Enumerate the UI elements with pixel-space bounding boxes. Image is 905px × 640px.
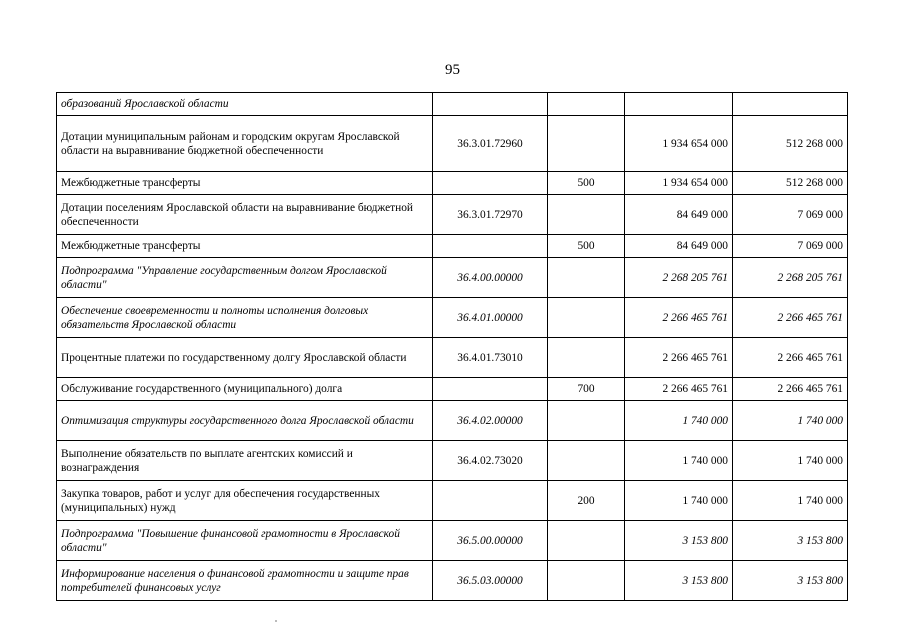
cell-name: Межбюджетные трансферты xyxy=(57,235,433,258)
cell-name: Оптимизация структуры государственного долга Ярославской области xyxy=(57,401,433,441)
cell-expense-type xyxy=(548,521,625,561)
cell-amount-year-2: 1 740 000 xyxy=(733,441,848,481)
table-row xyxy=(57,298,848,338)
cell-name: Межбюджетные трансферты xyxy=(57,172,433,195)
cell-code: 36.3.01.72960 xyxy=(433,116,548,172)
cell-code: 36.4.02.73020 xyxy=(433,441,548,481)
cell-code xyxy=(433,378,548,401)
table-row xyxy=(57,338,848,378)
cell-amount-year-1: 2 266 465 761 xyxy=(625,378,733,401)
table-row xyxy=(57,401,848,441)
cell-name: Обеспечение своевременности и полноты исполнения долговых обязательств Ярославской области xyxy=(57,298,433,338)
cell-name: Подпрограмма "Повышение финансовой грамотности в Ярославской области" xyxy=(57,521,433,561)
cell-expense-type: 500 xyxy=(548,235,625,258)
scan-speck xyxy=(275,620,277,622)
page-number: 95 xyxy=(445,62,460,78)
cell-amount-year-2 xyxy=(733,93,848,116)
cell-expense-type xyxy=(548,195,625,235)
cell-expense-type xyxy=(548,561,625,601)
table-row xyxy=(57,481,848,521)
cell-amount-year-1: 2 266 465 761 xyxy=(625,338,733,378)
cell-code xyxy=(433,235,548,258)
cell-amount-year-2: 512 268 000 xyxy=(733,172,848,195)
cell-expense-type xyxy=(548,298,625,338)
table-row xyxy=(57,378,848,401)
cell-code: 36.4.01.00000 xyxy=(433,298,548,338)
table-row xyxy=(57,195,848,235)
cell-expense-type: 700 xyxy=(548,378,625,401)
cell-code: 36.4.02.00000 xyxy=(433,401,548,441)
cell-expense-type: 500 xyxy=(548,172,625,195)
cell-expense-type xyxy=(548,116,625,172)
cell-amount-year-1: 1 934 654 000 xyxy=(625,116,733,172)
cell-code xyxy=(433,172,548,195)
cell-name: Закупка товаров, работ и услуг для обеспечения государственных (муниципальных) нужд xyxy=(57,481,433,521)
cell-name: Обслуживание государственного (муниципального) долга xyxy=(57,378,433,401)
cell-amount-year-2: 7 069 000 xyxy=(733,195,848,235)
cell-amount-year-2: 2 268 205 761 xyxy=(733,258,848,298)
table-row xyxy=(57,561,848,601)
cell-amount-year-2: 3 153 800 xyxy=(733,521,848,561)
cell-amount-year-1: 1 934 654 000 xyxy=(625,172,733,195)
cell-expense-type xyxy=(548,258,625,298)
table-row xyxy=(57,93,848,116)
cell-amount-year-1: 1 740 000 xyxy=(625,441,733,481)
cell-amount-year-2: 2 266 465 761 xyxy=(733,338,848,378)
cell-amount-year-1: 1 740 000 xyxy=(625,481,733,521)
table-row xyxy=(57,172,848,195)
cell-amount-year-2: 2 266 465 761 xyxy=(733,298,848,338)
table-row xyxy=(57,116,848,172)
table-row xyxy=(57,235,848,258)
cell-name: Дотации поселениям Ярославской области на выравнивание бюджетной обеспеченности xyxy=(57,195,433,235)
cell-code xyxy=(433,93,548,116)
table-row xyxy=(57,521,848,561)
cell-expense-type: 200 xyxy=(548,481,625,521)
table-row xyxy=(57,441,848,481)
cell-amount-year-2: 1 740 000 xyxy=(733,481,848,521)
cell-amount-year-1: 84 649 000 xyxy=(625,235,733,258)
cell-amount-year-1: 3 153 800 xyxy=(625,561,733,601)
cell-amount-year-2: 3 153 800 xyxy=(733,561,848,601)
cell-amount-year-1: 84 649 000 xyxy=(625,195,733,235)
cell-name: Информирование населения о финансовой грамотности и защите прав потребителей финансовых услуг xyxy=(57,561,433,601)
cell-amount-year-2: 2 266 465 761 xyxy=(733,378,848,401)
budget-table xyxy=(56,92,848,601)
cell-code: 36.5.03.00000 xyxy=(433,561,548,601)
cell-amount-year-1: 2 268 205 761 xyxy=(625,258,733,298)
cell-code: 36.4.00.00000 xyxy=(433,258,548,298)
table-body xyxy=(57,93,848,601)
cell-name: образований Ярославской области xyxy=(57,93,433,116)
cell-code: 36.4.01.73010 xyxy=(433,338,548,378)
cell-code xyxy=(433,481,548,521)
cell-name: Дотации муниципальным районам и городским округам Ярославской области на выравнивание бюджетной обеспеченности xyxy=(57,116,433,172)
cell-amount-year-2: 1 740 000 xyxy=(733,401,848,441)
cell-amount-year-2: 512 268 000 xyxy=(733,116,848,172)
cell-name: Процентные платежи по государственному долгу Ярославской области xyxy=(57,338,433,378)
cell-expense-type xyxy=(548,93,625,116)
cell-expense-type xyxy=(548,338,625,378)
cell-expense-type xyxy=(548,441,625,481)
cell-name: Подпрограмма "Управление государственным долгом Ярославской области" xyxy=(57,258,433,298)
cell-amount-year-1: 1 740 000 xyxy=(625,401,733,441)
table-row xyxy=(57,258,848,298)
cell-code: 36.5.00.00000 xyxy=(433,521,548,561)
cell-code: 36.3.01.72970 xyxy=(433,195,548,235)
cell-expense-type xyxy=(548,401,625,441)
cell-amount-year-1: 3 153 800 xyxy=(625,521,733,561)
cell-amount-year-1: 2 266 465 761 xyxy=(625,298,733,338)
cell-name: Выполнение обязательств по выплате агентских комиссий и вознаграждения xyxy=(57,441,433,481)
cell-amount-year-2: 7 069 000 xyxy=(733,235,848,258)
cell-amount-year-1 xyxy=(625,93,733,116)
